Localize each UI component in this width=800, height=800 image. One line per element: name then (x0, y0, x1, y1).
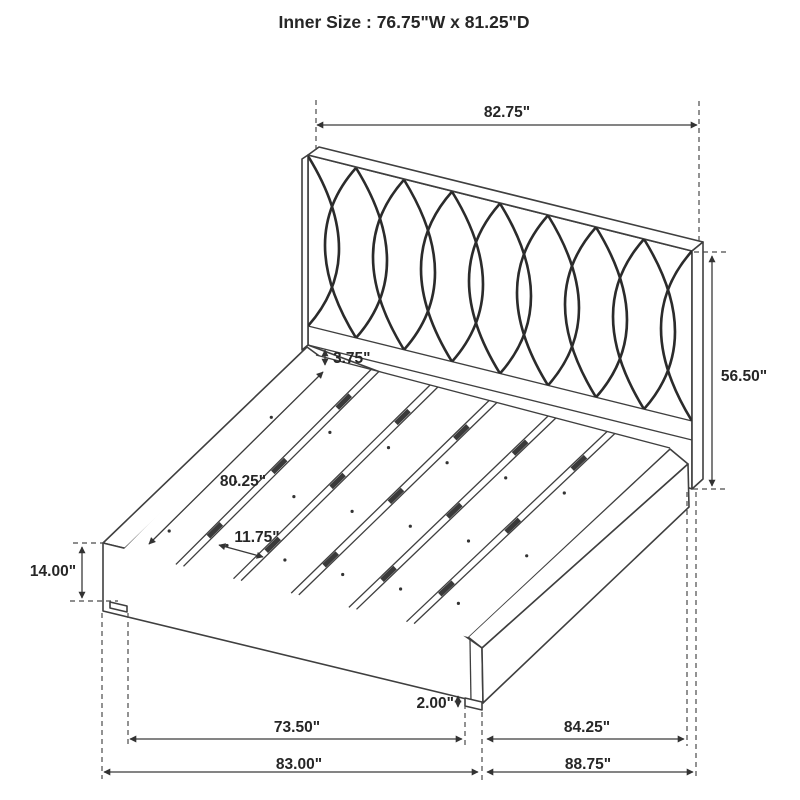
dim-label-rail-above-slats: 3.75" (333, 350, 371, 367)
inner-size-title: Inner Size : 76.75"W x 81.25"D (278, 12, 530, 32)
screw-dot (504, 476, 507, 479)
screw-dot (341, 573, 344, 576)
dim-label-overall-depth: 88.75" (564, 756, 612, 773)
screw-dot (446, 461, 449, 464)
dim-label-front-leg-span: 73.50" (273, 719, 321, 736)
dim-label-leg-height: 2.00" (416, 695, 454, 712)
dim-label-side-rail-height: 14.00" (29, 563, 77, 580)
screw-dot (351, 510, 354, 513)
screw-dot (292, 495, 295, 498)
screw-dot (399, 587, 402, 590)
screw-dot (409, 525, 412, 528)
screw-dot (457, 602, 460, 605)
dim-label-headboard-width: 82.75" (483, 104, 531, 121)
headboard-left-side (302, 155, 308, 350)
screw-dot (283, 558, 286, 561)
screw-dot (467, 539, 470, 542)
dim-label-overall-width: 83.00" (275, 756, 323, 773)
screw-dot (525, 554, 528, 557)
screw-dot (387, 446, 390, 449)
dim-label-slat-spacing: 11.75" (234, 529, 280, 546)
screw-dot (270, 416, 273, 419)
dim-label-side-leg-span: 84.25" (563, 719, 611, 736)
screw-dot (563, 491, 566, 494)
screw-dot (168, 529, 171, 532)
dim-label-slat-run-length: 80.25" (219, 473, 267, 490)
dim-label-headboard-height: 56.50" (720, 368, 768, 385)
headboard-right-side (692, 242, 703, 489)
screw-dot (328, 431, 331, 434)
